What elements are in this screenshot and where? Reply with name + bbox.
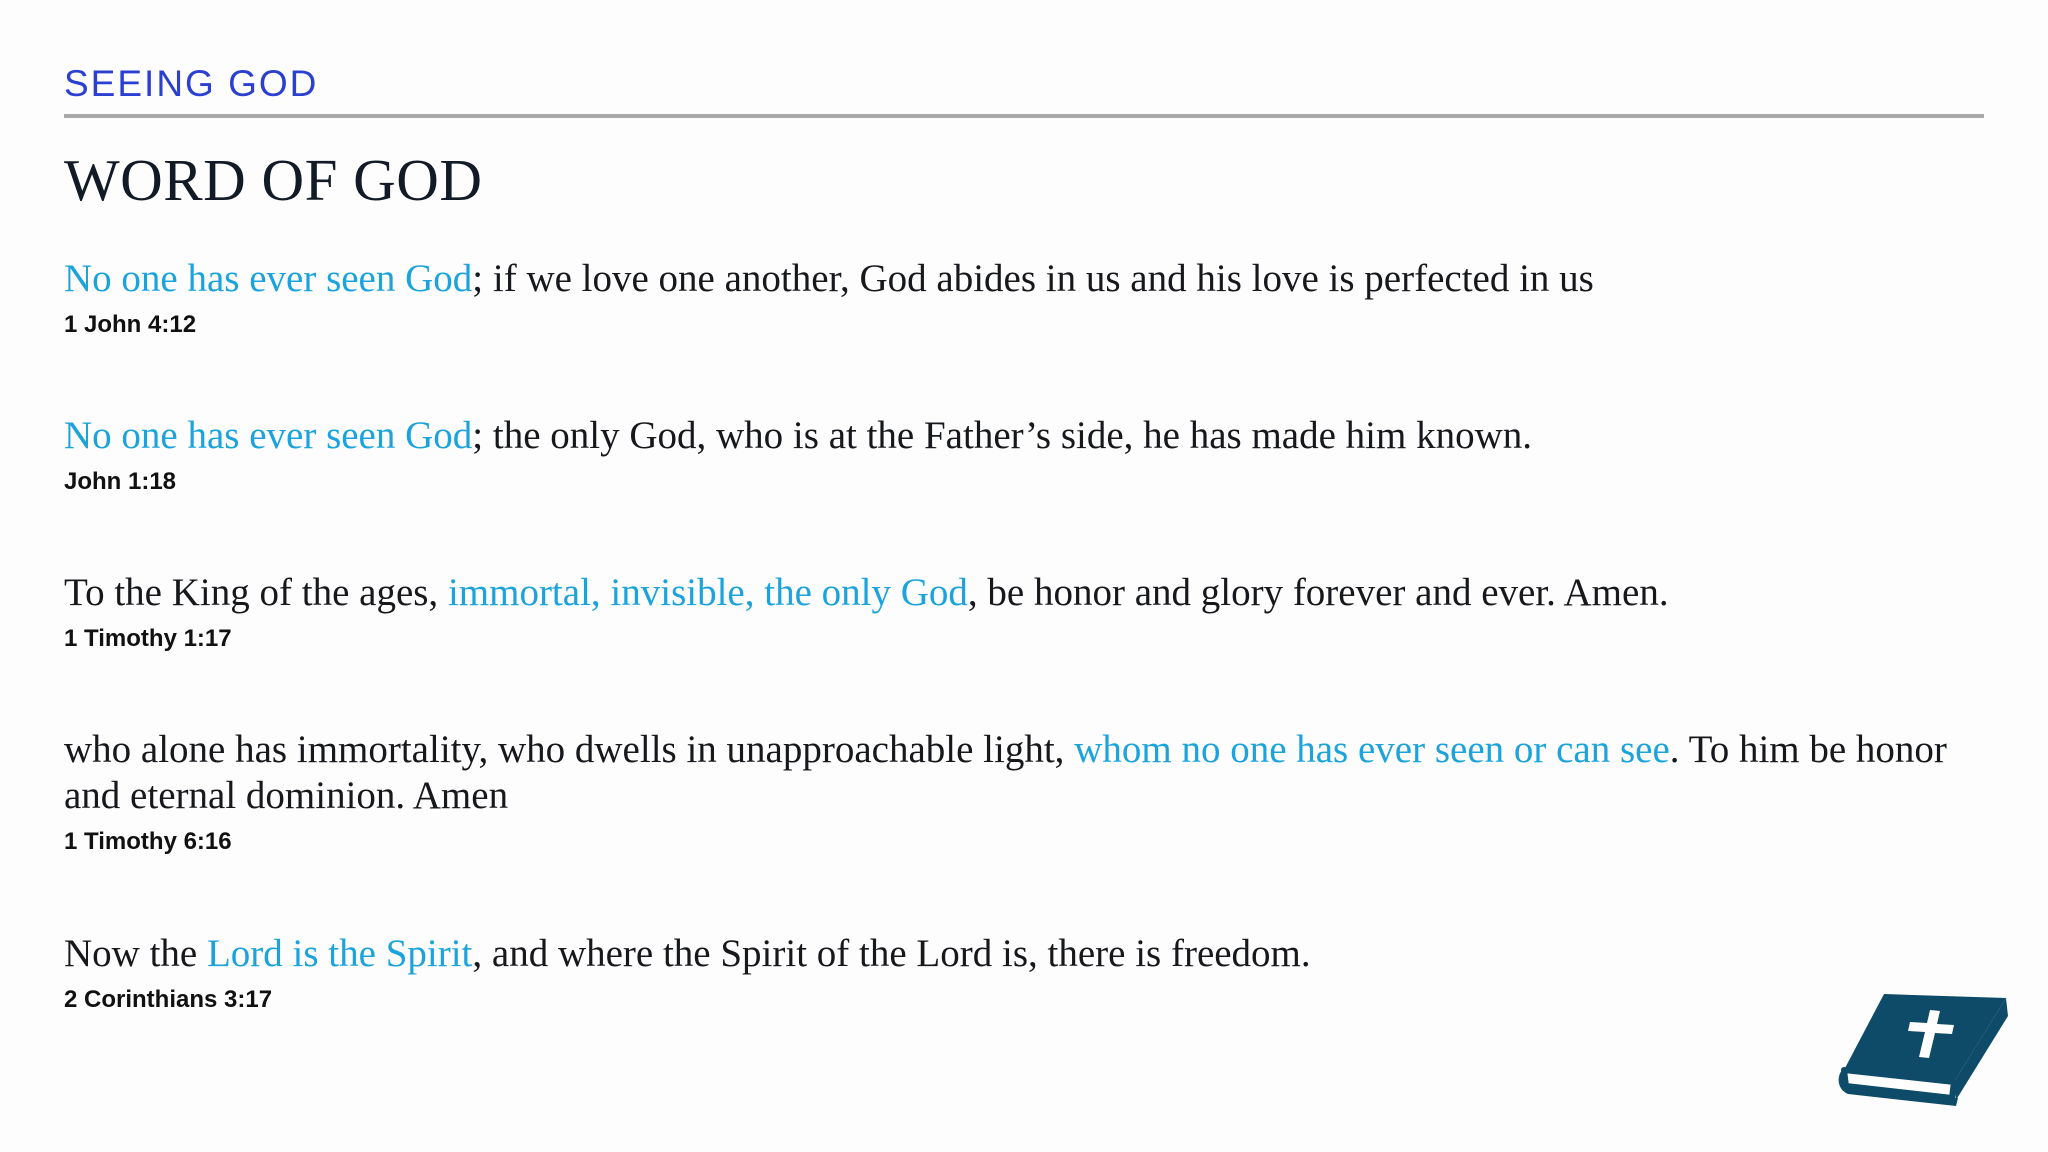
verse-highlight: No one has ever seen God bbox=[64, 414, 473, 457]
verse-segment: who alone has immortality, who dwells in unapproachable light, bbox=[64, 728, 1075, 771]
verse-block bbox=[64, 256, 1984, 340]
verse-reference: 1 John 4:12 bbox=[64, 311, 197, 338]
verse-text bbox=[64, 256, 1984, 302]
verse-segment: ; if we love one another, God abides in us and his love is perfected in us bbox=[472, 257, 1594, 300]
verse-segment: , and where the Spirit of the Lord is, there is freedom. bbox=[472, 932, 1311, 975]
verse-segment: , be honor and glory forever and ever. Amen. bbox=[967, 571, 1669, 614]
verse-block bbox=[64, 413, 1984, 497]
header-divider bbox=[64, 114, 1984, 118]
verse-segment: ; the only God, who is at the Father’s side, he has made him known. bbox=[472, 414, 1532, 457]
verse-block bbox=[64, 570, 1984, 654]
verse-text bbox=[64, 570, 1984, 616]
verse-segment: Now the bbox=[64, 932, 207, 975]
verse-text bbox=[64, 413, 1984, 459]
verse-highlight: immortal, invisible, the only God bbox=[447, 571, 968, 614]
verse-segment: To the King of the ages, bbox=[64, 571, 448, 614]
verse-highlight: whom no one has ever seen or can see bbox=[1074, 728, 1670, 771]
page-title: WORD OF GOD bbox=[64, 147, 483, 213]
verse-highlight: No one has ever seen God bbox=[64, 257, 473, 300]
section-label: SEEING GOD bbox=[64, 63, 319, 104]
verse-reference: John 1:18 bbox=[64, 468, 177, 495]
verse-segment: . To him be honor and eternal dominion. Amen bbox=[64, 728, 1947, 817]
verse-block bbox=[64, 727, 1984, 857]
verse-text bbox=[64, 931, 1984, 977]
verse-reference: 2 Corinthians 3:17 bbox=[64, 986, 273, 1013]
verse-reference: 1 Timothy 6:16 bbox=[64, 828, 232, 855]
verse-highlight: Lord is the Spirit bbox=[206, 932, 473, 975]
verse-reference: 1 Timothy 1:17 bbox=[64, 625, 232, 652]
verse-text bbox=[64, 727, 1984, 819]
verse-block bbox=[64, 931, 1984, 1015]
bible-book-icon bbox=[1836, 986, 2016, 1116]
slide bbox=[64, 0, 1984, 1152]
